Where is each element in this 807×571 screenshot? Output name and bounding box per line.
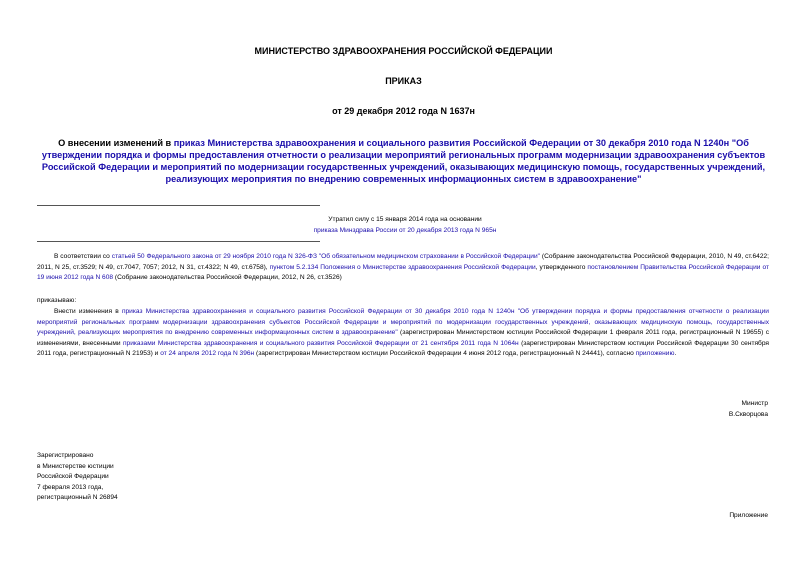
preamble-text-2: (Собрание законодательства Российской Федерации, 2010, N 49, ст.6422; 2011, N 25, ст.3529; N 49, ст.7047, 7057; 2012, N 31, ст.4322; N 49, ст.6758), xyxy=(37,253,769,271)
title-order-link[interactable]: приказ Министерства здравоохранения и социального развития Российской Федерации от 30 декабря 2010 года N 1240н "Об утверждении порядка и формы предоставления отчетности о реализации мероприятий региональных программ модернизации здравоохранения субъектов Российской Федерации и мероприятий по модернизации государственных учреждений, оказывающих медицинскую помощь, государственных учреждений, реализующих мероприятия по внедрению современных информационных систем в здравоохранение" xyxy=(41,138,766,184)
divider-bottom xyxy=(37,241,320,242)
status-order-link[interactable]: приказа Минздрава России от 20 декабря 2013 года N 965н xyxy=(313,226,497,234)
status-note xyxy=(180,215,630,236)
ordered-label: приказываю: xyxy=(37,297,77,304)
federal-law-link[interactable]: статьей 50 Федерального закона от 29 ноября 2010 года N 326-ФЗ "Об обязательном медицинском страховании в Российской Федерации" xyxy=(111,253,540,260)
regulation-link[interactable]: пунктом 5.2.134 Положения о Министерстве здравоохранения Российской Федерации xyxy=(269,263,536,271)
registration-line: Зарегистрировано xyxy=(37,452,94,459)
ministry-heading: МИНИСТЕРСТВО ЗДРАВООХРАНЕНИЯ РОССИЙСКОЙ ФЕДЕРАЦИИ xyxy=(254,46,553,56)
body-text-5: . xyxy=(674,350,677,357)
registration-block xyxy=(37,451,237,504)
signer-name: В.Скворцова xyxy=(728,410,768,418)
registration-line: Российской Федерации xyxy=(37,473,109,480)
registration-line: 7 февраля 2013 года, xyxy=(37,483,104,491)
signer-role: Министр xyxy=(741,400,768,407)
preamble-text-3: , утвержденного xyxy=(535,263,588,271)
body-paragraph xyxy=(37,307,769,360)
body-text-1: Внести изменения в xyxy=(54,308,122,315)
body-text-3: (зарегистрирован Министерством юстиции Российской Федерации 30 сентября 2011 года, регистрационный N 21953) и xyxy=(37,339,769,357)
document-date: от 29 декабря 2012 года N 1637н xyxy=(332,106,475,116)
annex-link[interactable]: приложению xyxy=(635,350,675,357)
preamble-text-4: (Собрание законодательства Российской Федерации, 2012, N 26, ст.3526) xyxy=(113,274,342,281)
registration-line: регистрационный N 26894 xyxy=(37,494,118,501)
document-title xyxy=(36,137,771,185)
divider-top xyxy=(37,205,320,206)
april-order-link[interactable]: от 24 апреля 2012 года N 396н xyxy=(160,350,255,357)
annex-heading: Приложение xyxy=(729,512,768,519)
body-text-2: (зарегистрирован Министерством юстиции Российской Федерации 1 февраля 2011 года, регистрационный N 19655) с изменениями, внесенными xyxy=(37,329,769,347)
amending-orders-link[interactable]: приказами Министерства здравоохранения и социального развития Российской Федерации от 21 сентября 2011 года N 1064н xyxy=(122,339,519,347)
amended-order-link[interactable]: приказ Министерства здравоохранения и социального развития Российской Федерации от 30 декабря 2010 года N 1240н "Об утверждении порядка и формы предоставления отчетности о реализации мероприятий региональных программ модернизации здравоохранения субъектов Российской Федерации и мероприятий по модернизации государственных учреждений, оказывающих медицинскую помощь, государственных учреждений, реализующих мероприятия по внедрению современных информационных систем в здравоохранение" xyxy=(37,308,769,336)
preamble-text-1: В соответствии со xyxy=(54,253,112,260)
status-text: Утратил силу с 15 января 2014 года на основании xyxy=(328,216,482,223)
registration-line: в Министерстве юстиции xyxy=(37,462,114,470)
government-decree-link[interactable]: постановлением Правительства Российской Федерации от 19 июня 2012 года N 608 xyxy=(37,263,769,281)
body-text-4: (зарегистрирован Министерством юстиции Российской Федерации 4 июня 2012 года, регистрационный N 24441), согласно xyxy=(254,350,636,357)
signature-block xyxy=(600,399,768,420)
document-type: ПРИКАЗ xyxy=(385,76,422,86)
title-text: О внесении изменений в xyxy=(58,138,174,148)
preamble-paragraph xyxy=(37,252,769,284)
